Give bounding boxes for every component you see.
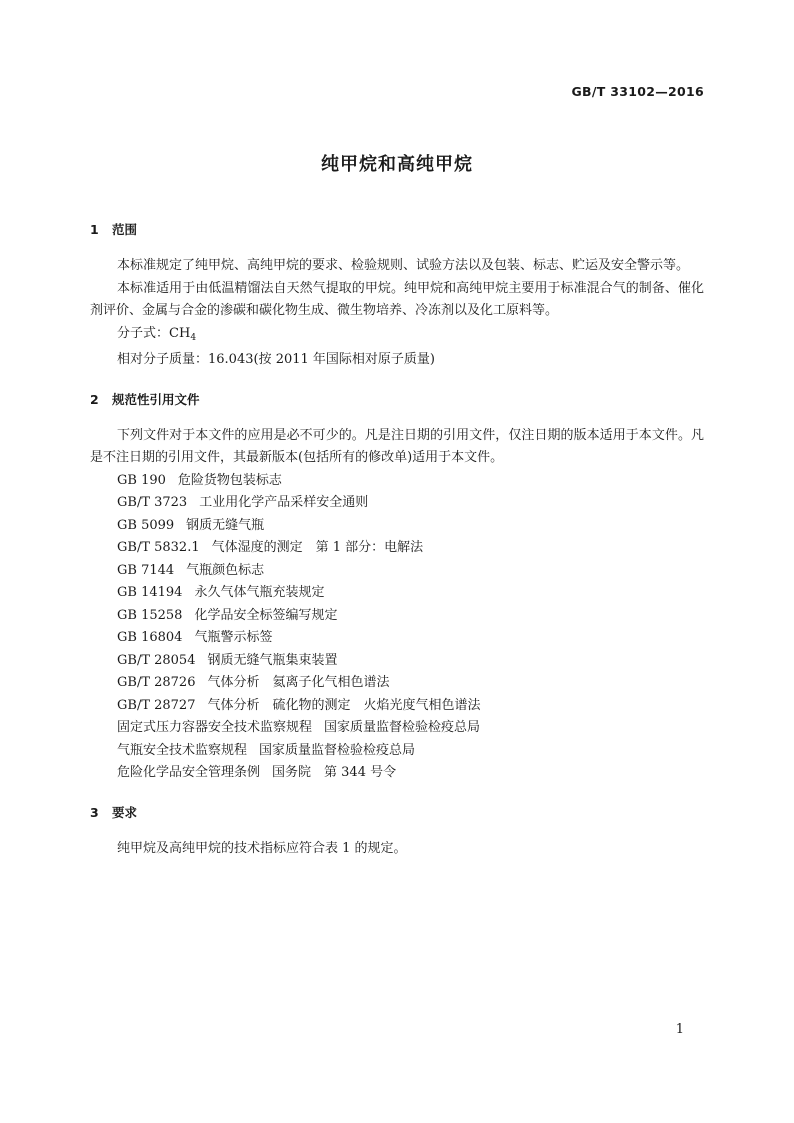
reference-title: 气瓶警示标签 <box>194 630 273 645</box>
section-heading-normative-refs <box>90 389 704 411</box>
formula-subscript: 4 <box>190 332 197 343</box>
reference-title: 化学品安全标签编写规定 <box>194 607 338 623</box>
document-title: 纯甲烷和高纯甲烷 <box>321 154 473 175</box>
section-number: 2 <box>90 391 99 407</box>
reference-code: GB/T 3723 <box>117 495 188 510</box>
reference-title: 钢质无缝气瓶 <box>186 517 265 533</box>
reference-item <box>90 650 704 673</box>
section-number: 1 <box>90 222 99 237</box>
reference-item <box>90 537 704 560</box>
reference-code: GB/T 28726 <box>117 675 196 690</box>
reference-title: 国家质量监督检验检疫总局 <box>259 742 416 758</box>
reference-list <box>90 470 704 785</box>
reference-item <box>90 515 704 538</box>
normative-refs-intro: 下列文件对于本文件的应用是必不可少的。凡是注日期的引用文件，仅注日期的版本适用于本文件。凡是不注日期的引用文件，其最新版本(包括所有的修改单)适用于本文件。 <box>90 427 704 465</box>
reference-item <box>90 470 704 493</box>
reference-code: GB 190 <box>117 472 166 488</box>
reference-item <box>90 560 704 583</box>
reference-code: GB/T 5832.1 <box>117 540 200 555</box>
requirements-paragraph-1: 纯甲烷及高纯甲烷的技术指标应符合表 1 的规定。 <box>117 840 407 856</box>
section-heading-requirements <box>90 802 704 824</box>
reference-item <box>90 492 704 515</box>
section-title: 要求 <box>112 804 138 820</box>
reference-code: GB 14194 <box>117 585 183 600</box>
reference-code: GB 5099 <box>117 517 175 533</box>
reference-code: GB/T 28727 <box>117 697 196 713</box>
reference-title: 危险货物包装标志 <box>177 472 282 488</box>
reference-title: 气瓶颜色标志 <box>186 562 265 578</box>
reference-title: 工业用化学产品采样安全通则 <box>199 495 369 510</box>
section-title: 范围 <box>112 222 138 237</box>
standard-code: GB/T 33102—2016 <box>571 84 704 99</box>
reference-title: 钢质无缝气瓶集束装置 <box>207 652 338 668</box>
section-number: 3 <box>90 804 99 820</box>
reference-item <box>90 717 704 740</box>
reference-item <box>90 762 704 785</box>
reference-item <box>90 695 704 718</box>
reference-code: GB/T 28054 <box>117 652 196 668</box>
reference-title: 气体分析 硫化物的测定 火焰光度气相色谱法 <box>207 697 481 713</box>
reference-code: GB 16804 <box>117 630 183 645</box>
section-title: 规范性引用文件 <box>112 391 200 407</box>
reference-item <box>90 605 704 628</box>
reference-item <box>90 672 704 695</box>
scope-paragraph-2: 本标准适用于由低温精馏法自天然气提取的甲烷。纯甲烷和高纯甲烷主要用于标准混合气的制备、催化剂评价、金属与合金的渗碳和碳化物生成、微生物培养、冷冻剂以及化工原料等。 <box>90 280 704 318</box>
reference-code: 固定式压力容器安全技术监察规程 <box>117 720 313 735</box>
reference-item <box>90 740 704 763</box>
reference-code: GB 7144 <box>117 562 175 578</box>
reference-title: 国务院 第 344 号令 <box>272 765 397 780</box>
reference-title: 气体分析 氦离子化气相色谱法 <box>207 675 390 690</box>
reference-code: GB 15258 <box>117 607 183 623</box>
page-number: 1 <box>675 1022 684 1037</box>
reference-title: 永久气体气瓶充装规定 <box>194 585 325 600</box>
reference-code: 气瓶安全技术监察规程 <box>117 742 248 758</box>
reference-title: 气体湿度的测定 第 1 部分：电解法 <box>211 540 424 555</box>
molar-mass: 相对分子质量：16.043(按 2011 年国际相对原子质量) <box>117 352 435 367</box>
reference-title: 国家质量监督检验检疫总局 <box>324 720 481 735</box>
formula-label: 分子式： <box>117 325 170 341</box>
document-body <box>90 219 704 860</box>
molecular-formula <box>90 323 704 350</box>
reference-code: 危险化学品安全管理条例 <box>117 765 261 780</box>
scope-paragraph-1: 本标准规定了纯甲烷、高纯甲烷的要求、检验规则、试验方法以及包装、标志、贮运及安全警示等。 <box>117 258 690 273</box>
section-heading-scope <box>90 219 704 241</box>
reference-item <box>90 582 704 605</box>
reference-item <box>90 627 704 650</box>
formula-main: CH <box>169 325 191 341</box>
